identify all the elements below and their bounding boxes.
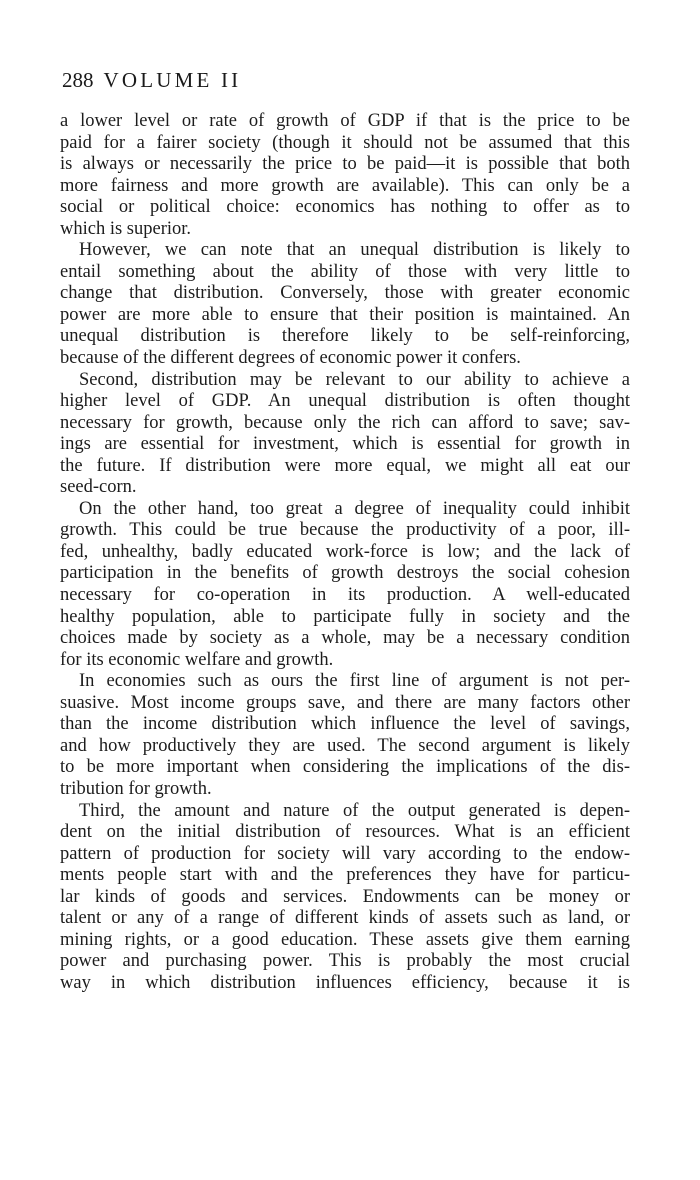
paragraph [60,671,630,800]
text-line: for its economic welfare and growth. [60,649,334,670]
text-line: entail something about the ability of those with very little to [60,261,630,282]
paragraph [60,111,630,240]
text-line: and how productively they are used. The second argument is likely [60,735,630,756]
text-line: more fairness and more growth are available). This can only be a [60,175,630,196]
text-line: pattern of production for society will vary according to the endow- [60,843,630,864]
text-line: higher level of GDP. An unequal distribution is often thought [60,391,630,412]
text-line: the future. If distribution were more equal, we might all eat our [60,455,630,476]
text-line: However, we can note that an unequal distribution is likely to [79,240,630,261]
text-line: growth. This could be true because the productivity of a poor, ill- [60,520,630,541]
text-line: mining rights, or a good education. These assets give them earning [60,929,630,950]
text-line: ments people start with and the preferences they have for particu- [60,865,630,886]
text-line: change that distribution. Conversely, those with greater economic [60,283,630,304]
text-line: ings are essential for investment, which is essential for growth in [60,434,630,455]
paragraph [60,370,630,499]
text-line: than the income distribution which influence the level of savings, [60,714,630,735]
text-line: suasive. Most income groups save, and there are many factors other [60,692,630,713]
text-line: talent or any of a range of different kinds of assets such as land, or [60,908,630,929]
text-line: to be more important when considering the implications of the dis- [60,757,630,778]
text-line: unequal distribution is therefore likely to be self-reinforcing, [60,326,630,347]
text-line: On the other hand, too great a degree of inequality could inhibit [79,498,630,519]
text-line: In economies such as ours the first line of argument is not per- [79,671,630,692]
volume-label: VOLUME II [103,68,242,92]
text-line: power are more able to ensure that their position is maintained. An [60,304,630,325]
text-line: is always or necessarily the price to be paid—it is possible that both [60,154,630,175]
text-line: Second, distribution may be relevant to our ability to achieve a [79,369,630,390]
text-line: power and purchasing power. This is probably the most crucial [60,951,630,972]
text-line: a lower level or rate of growth of GDP if that is the price to be [60,111,630,131]
text-line: because of the different degrees of economic power it confers. [60,348,521,369]
text-line: tribution for growth. [60,778,212,799]
paragraph [60,801,630,995]
text-line: fed, unhealthy, badly educated work-force is low; and the lack of [60,541,630,562]
text-line: social or political choice: economics has nothing to offer as to [60,197,630,218]
text-line: participation in the benefits of growth destroys the social cohesion [60,563,630,584]
running-head [62,68,241,92]
text-line: lar kinds of goods and services. Endowments can be money or [60,886,630,907]
text-line: which is superior. [60,218,192,239]
body-text [60,111,630,994]
text-line: healthy population, able to participate fully in society and the [60,606,630,627]
text-line: paid for a fairer society (though it should not be assumed that this [60,132,630,153]
text-line: necessary for growth, because only the rich can afford to save; sav- [60,412,630,433]
text-line: dent on the initial distribution of resources. What is an efficient [60,822,630,843]
text-line: necessary for co-operation in its production. A well-educated [60,585,630,606]
text-line: seed-corn. [60,477,137,498]
page-number: 288 [62,68,94,92]
paragraph [60,499,630,671]
text-line: Third, the amount and nature of the output generated is depen- [79,800,630,821]
paragraph [60,240,630,369]
text-line: way in which distribution influences efficiency, because it is [60,972,630,993]
text-line: choices made by society as a whole, may be a necessary condition [60,628,630,649]
